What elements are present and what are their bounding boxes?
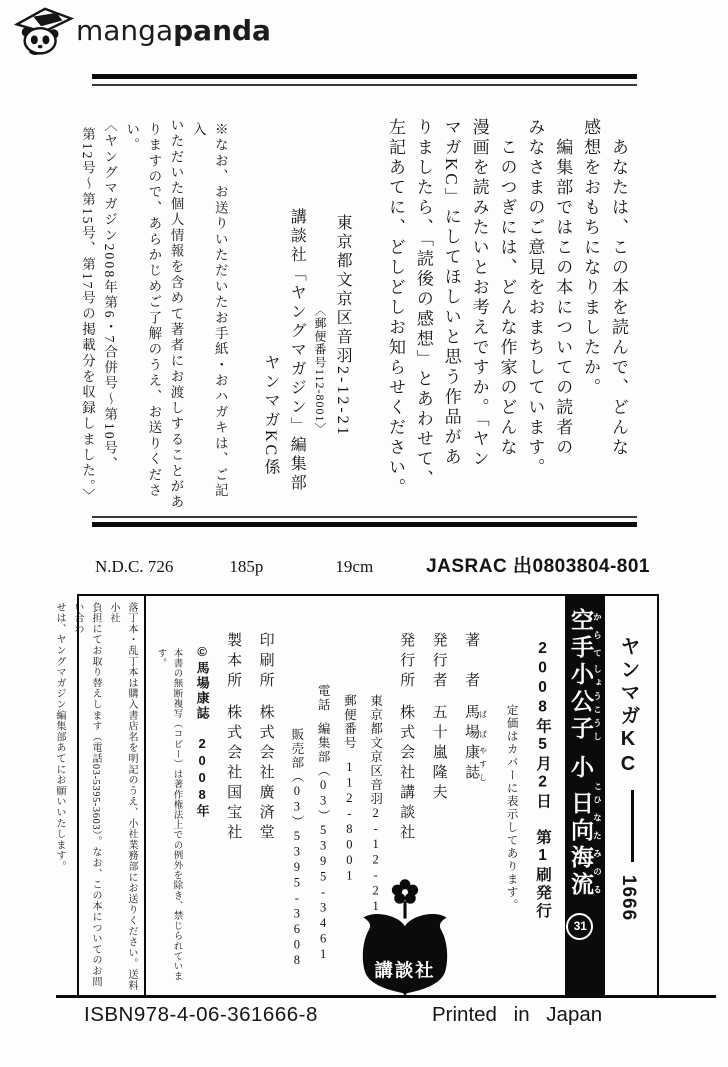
feedback-line: みなさまのご意見をおまちしています。 [525,118,545,478]
series-number: 1666 [618,874,639,922]
publisher-label: 発行所 [398,632,415,692]
phone-sales: 販売部（03）5395-3608 [289,728,304,969]
printer-name: 株式会社廣済堂 [257,704,274,844]
feedback-line: 左記あてに、どしどしお知らせください。 [386,118,405,498]
author-label: 著 者 [463,632,480,692]
publisher-address: 東京都文京区音羽2-12-21 [368,694,383,915]
series-label: ヤンマガKC [617,636,639,778]
book-size: 19cm [335,557,374,576]
privacy-note-line: りますので、あらかじめご了解のうえ、お送りください。 [124,122,162,499]
bottom-rule-thick [92,522,637,527]
returns-notice [54,596,146,996]
printer-line [252,632,278,990]
author-name: 馬場 [463,704,480,744]
logo-wordmark [76,14,271,47]
returns-notice-line: せは、ヤングマガジン編集部あてにお願いいたします。 [54,602,65,872]
copyright-line: ©馬場康誌 2008年 [194,644,210,819]
mangapanda-logo[interactable] [14,5,271,55]
legal-notice: 本書の無断複写（コピー）は著作権法上での例外を除き、禁じられています。 [155,648,182,982]
binder-name: 株式会社国宝社 [225,704,242,844]
feedback-line: 編集部ではこの本についての読者の [553,138,573,458]
series-strip [605,596,657,996]
feedback-line: 感想をおもちになりましたか。 [581,118,601,398]
volume-badge: 31 [566,913,593,940]
postal-code: 112-8001 [342,760,357,884]
title-strip [565,596,605,996]
returns-notice-line: 負担にてお取り替えします（電話03-5395-3603）。なお、この本についてのお問い合わ [72,602,101,988]
phone-editorial: 編集部（03）5395-3461 [316,722,331,963]
issuer-label: 発行者 [430,632,447,692]
printer-label: 印刷所 [257,632,274,692]
feedback-line: このつぎには、どんな作家のどんな [497,138,517,458]
bibliographic-line [95,551,650,578]
binder-label: 製本所 [225,632,242,692]
binder-line [220,632,246,990]
edition-date: 2008年5月2日 第1刷発行 [534,640,551,921]
feedback-line: 漫画を読みたいとお考えですか。「ヤン [469,118,489,470]
feedback-line: あなたは、この本を読んで、どんな [609,138,628,458]
editorial-department: 講談社「ヤングマガジン」編集部 [288,208,306,493]
author-name: 康誌 [463,744,480,784]
author-line: 著 者馬場 ばば康誌 やすし [463,632,488,784]
colophon-box [54,594,659,998]
returns-notice-line: 落丁本・乱丁本は購入書店名を明記のうえ、小社業務部にお送りください。送料小社 [108,602,137,991]
privacy-note-line: いただいた個人情報を含めて著者にお渡しすることがあ [168,118,184,511]
book-title: 空手 からて小公子 しょうこうし小こ日向 ひなた海流 みのる [568,608,603,899]
top-rule-thick [92,74,637,79]
privacy-note-line: ※なお、お送りいただいたお手紙・おハガキは、ご記入 [190,122,228,499]
editorial-address-line: 東京都文京区音羽2-12-21 [334,214,352,438]
feedback-line: マガKC」にしてほしいと思う作品があ [441,118,461,468]
logo-text-manga: manga [76,13,174,47]
printed-in-japan: Printed in Japan [432,1003,603,1026]
phone-editorial-line [312,632,333,990]
phone-label: 電話 [316,684,331,712]
editorial-postal-code: 〈郵便番号112-8001〉 [312,304,327,436]
isbn: ISBN978-4-06-361666-8 [84,1003,318,1026]
ndc-code: N.D.C. 726 [95,557,174,576]
bottom-rule-thin [92,516,637,518]
publisher-name: 株式会社講談社 [398,704,415,844]
editorial-section: ヤンマガKC係 [261,354,279,478]
price-note: 定価はカバーに表示してあります。 [505,704,518,912]
feedback-line: りましたら、「読後の感想」とあわせて、 [413,118,433,490]
issuer-name: 五十嵐隆夫 [430,704,447,804]
jasrac-code: JASRAC 出0803804-801 [426,556,650,577]
kodansha-logo-text: 講談社 [374,959,436,981]
footer-rule [56,995,716,998]
page-count: 185p [229,557,264,576]
serialization-note-line: 第12号〜第15号、第17号の掲載分を収録しました。〉 [80,127,95,504]
serialization-note-line: 〈ヤングマガジン2008年第6・7合併号〜第10号、 [102,118,118,473]
series-divider-line [631,790,634,862]
panda-icon [14,5,74,55]
kodansha-logo [355,876,455,996]
postal-label: 郵便番号 [342,694,357,750]
logo-text-panda: panda [173,13,271,47]
reader-feedback-section [80,118,632,514]
top-rule-thin [92,84,637,86]
